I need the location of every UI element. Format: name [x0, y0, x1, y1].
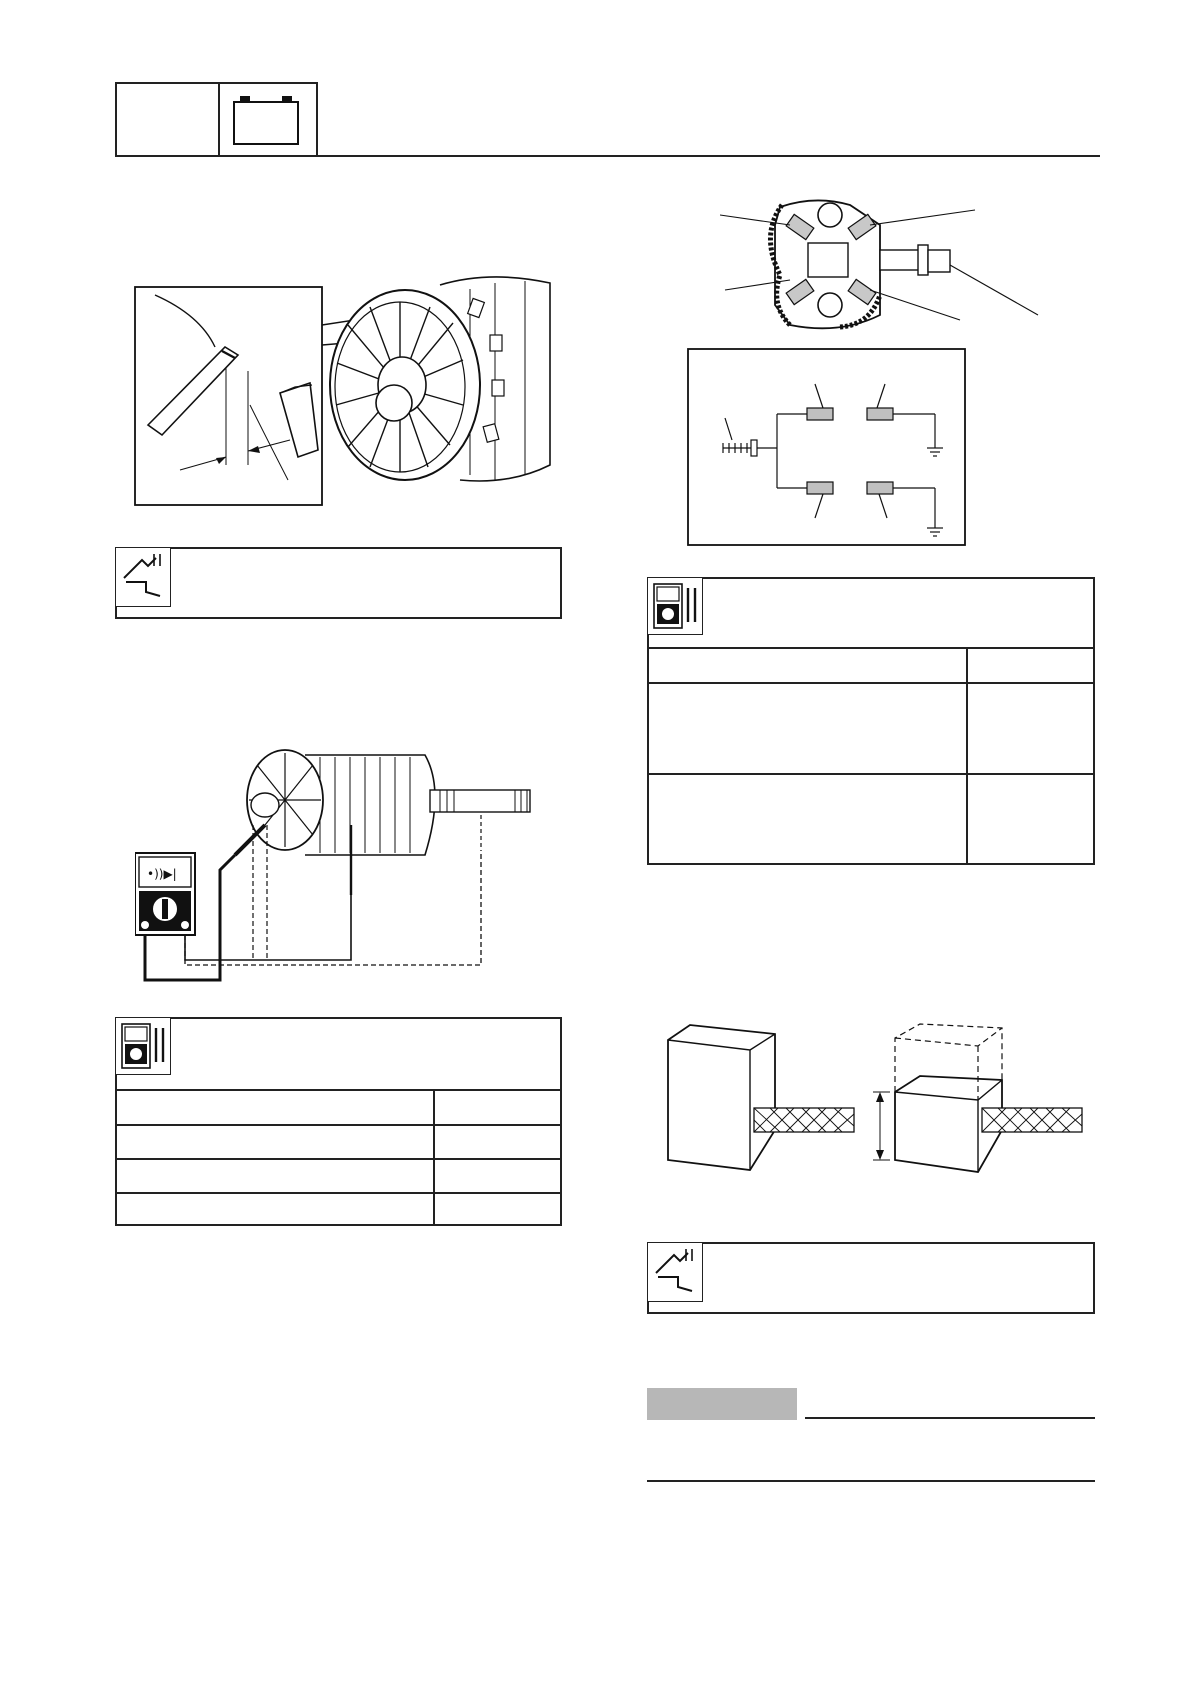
armature-table-top	[115, 1089, 562, 1091]
battery-icon	[220, 84, 316, 155]
brush-holder-figure	[720, 195, 1040, 345]
armature-table-row-2	[115, 1124, 562, 1126]
undercut-spec-box	[115, 547, 562, 619]
note-rule-top	[805, 1417, 1095, 1419]
brush-length-icon-cell	[647, 1242, 703, 1302]
brush-length-spec-box	[647, 1242, 1095, 1314]
brush-continuity-icon-cell	[647, 577, 703, 635]
note-label	[647, 1388, 797, 1420]
armature-table-row-3	[115, 1158, 562, 1160]
armature-table-col-divider	[433, 1089, 435, 1226]
undercut-spec-icon-cell	[115, 547, 171, 607]
header-rule	[115, 155, 1100, 157]
brush-table-row-2	[647, 682, 1095, 684]
caliper-icon	[116, 548, 170, 606]
section-tab-battery	[218, 82, 318, 157]
armature-continuity-figure	[135, 745, 545, 995]
armature-spec-icon-cell	[115, 1017, 171, 1075]
caliper-icon	[648, 1243, 702, 1301]
section-tab-empty	[115, 82, 220, 157]
multimeter-icon	[648, 578, 702, 634]
armature-spec-box	[115, 1017, 562, 1226]
brush-length-figure	[660, 1020, 1090, 1180]
armature-table-row-4	[115, 1192, 562, 1194]
svg-text:•))▶|: •))▶|	[147, 867, 177, 881]
brush-schematic-figure	[687, 348, 967, 547]
brush-table-top	[647, 647, 1095, 649]
commutator-undercut-figure	[130, 275, 560, 510]
brush-continuity-spec-box	[647, 577, 1095, 865]
multimeter-icon	[116, 1018, 170, 1074]
brush-table-col-divider	[966, 647, 968, 865]
note-rule-bottom	[647, 1480, 1095, 1482]
brush-table-row-3	[647, 773, 1095, 775]
